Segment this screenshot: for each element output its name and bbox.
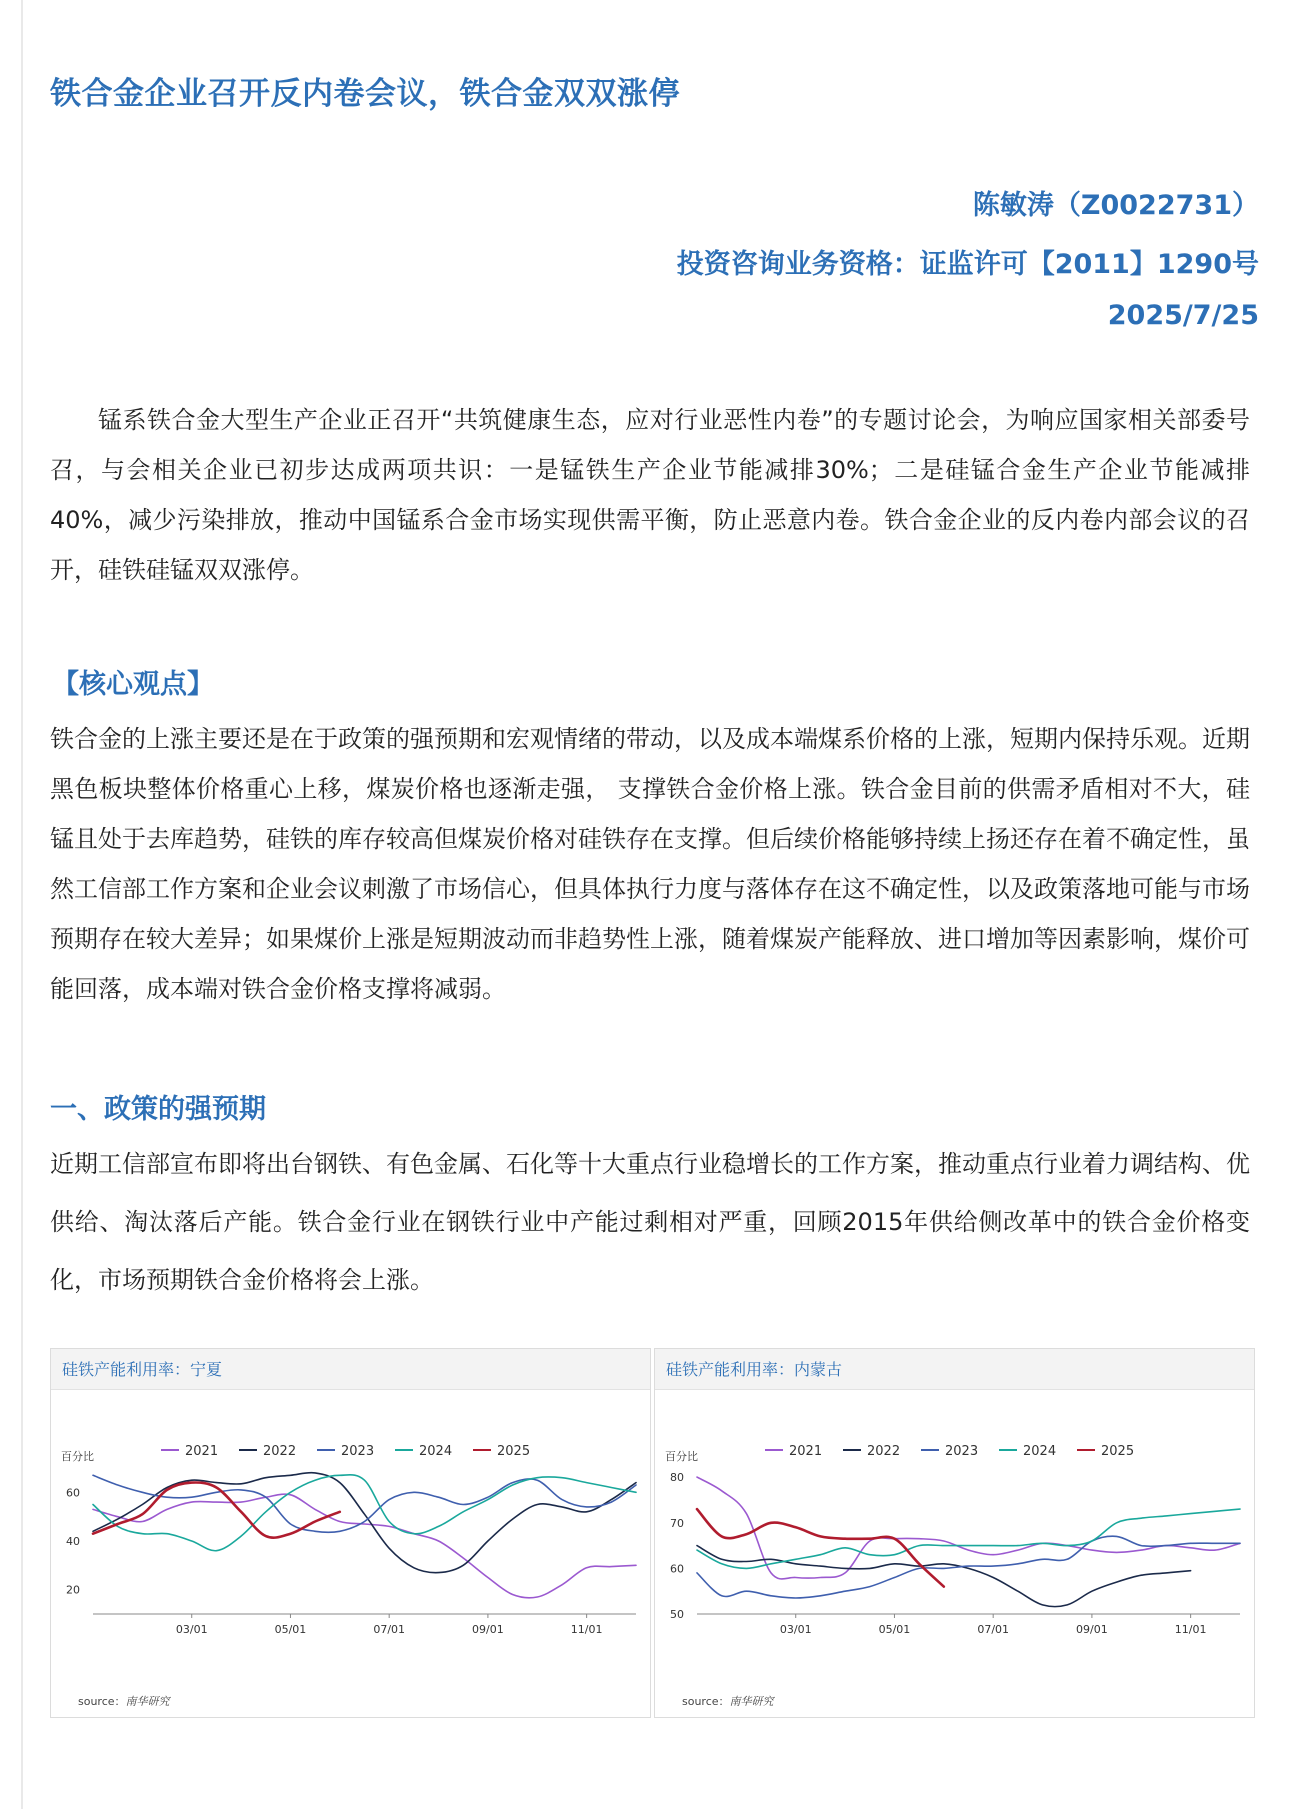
y-axis-unit: 百分比	[61, 1450, 94, 1463]
x-tick-label: 05/01	[878, 1623, 911, 1636]
y-tick-label: 20	[66, 1583, 80, 1597]
report-date: 2025/7/25	[1107, 300, 1259, 331]
page-margin-line	[21, 0, 23, 1809]
legend-label-2022: 2022	[867, 1444, 901, 1459]
y-tick-label: 60	[66, 1486, 80, 1500]
x-tick-label: 07/01	[977, 1623, 1010, 1636]
core-view-heading: 【核心观点】	[52, 669, 214, 700]
x-tick-label: 09/01	[472, 1623, 504, 1636]
y-tick-label: 40	[66, 1535, 80, 1548]
x-tick-label: 03/01	[779, 1623, 812, 1636]
author-line: 陈敏涛（Z0022731）	[972, 190, 1259, 221]
intro-paragraph: 锰系铁合金大型生产企业正召开“共筑健康生态，应对行业恶性内卷”的专题讨论会，为响应国家相关部委号召，与会相关企业已初步达成两项共识：一是锰铁生产企业节能减排30%；二是硅锰合金生产企业节能减排40%，减少污染排放，推动中国锰系合金市场实现供需平衡，防止恶意内卷。铁合金企业的反内卷内部会议的召开，硅铁硅锰双双涨停。	[50, 406, 1250, 584]
chart-ningxia	[51, 1390, 650, 1677]
x-tick-label: 11/01	[1174, 1623, 1207, 1636]
series-line-2025	[93, 1482, 340, 1537]
x-tick-label: 03/01	[175, 1623, 208, 1636]
source-label: source：	[78, 1695, 126, 1708]
report-title: 铁合金企业召开反内卷会议，铁合金双双涨停	[50, 76, 680, 112]
legend-label-2022: 2022	[263, 1444, 297, 1459]
x-tick-label: 11/01	[570, 1623, 603, 1636]
core-view-paragraph: 铁合金的上涨主要还是在于政策的强预期和宏观情绪的带动，以及成本端煤系价格的上涨，短期内保持乐观。近期黑色板块整体价格重心上移，煤炭价格也逐渐走强， 支撑铁合金价格上涨。铁合金目前的供需矛盾相对不大，硅锰且处于去库趋势，硅铁的库存较高但煤炭价格对硅铁存在支撑。但后续价格能够持续上扬还存在着不确定性，虽然工信部工作方案和企业会议刺激了市场信心，但具体执行力度与落体存在这不确定性，以及政策落地可能与市场预期存在较大差异；如果煤价上涨是短期波动而非趋势性上涨，随着煤炭产能释放、进口增加等因素影响，煤价可能回落，成本端对铁合金价格支撑将减弱。	[50, 725, 1250, 1003]
y-tick-label: 60	[670, 1562, 684, 1576]
series-line-2022	[697, 1546, 1191, 1607]
legend-label-2025: 2025	[1101, 1444, 1135, 1459]
chart-title: 硅铁产能利用率：宁夏	[51, 1349, 650, 1390]
chart-card-ningxia	[50, 1348, 651, 1718]
source-name: 南华研究	[729, 1695, 774, 1708]
legend-label-2023: 2023	[945, 1444, 979, 1459]
chart-neimenggu	[655, 1390, 1254, 1677]
legend-label-2021: 2021	[185, 1444, 219, 1459]
x-tick-label: 07/01	[373, 1623, 406, 1636]
series-line-2022	[93, 1473, 636, 1573]
series-line-2025	[697, 1509, 944, 1587]
series-line-2021	[697, 1477, 1240, 1579]
section1-heading: 一、政策的强预期	[50, 1094, 266, 1125]
source-label: source：	[682, 1695, 730, 1708]
y-tick-label: 50	[670, 1608, 684, 1621]
legend-label-2024: 2024	[419, 1444, 453, 1459]
y-tick-label: 70	[670, 1516, 684, 1530]
x-tick-label: 05/01	[274, 1623, 307, 1636]
legend-label-2025: 2025	[497, 1444, 531, 1459]
y-axis-unit: 百分比	[665, 1450, 698, 1463]
chart-title: 硅铁产能利用率：内蒙古	[655, 1349, 1254, 1390]
legend-label-2023: 2023	[341, 1444, 375, 1459]
qualification-line: 投资咨询业务资格：证监许可【2011】1290号	[676, 249, 1259, 280]
legend-label-2024: 2024	[1023, 1444, 1057, 1459]
y-tick-label: 80	[670, 1471, 684, 1485]
source-name: 南华研究	[125, 1695, 170, 1708]
chart-card-neimenggu	[654, 1348, 1255, 1718]
section1-paragraph: 近期工信部宣布即将出台钢铁、有色金属、石化等十大重点行业稳增长的工作方案，推动重点行业着力调结构、优供给、淘汰落后产能。铁合金行业在钢铁行业中产能过剩相对严重，回顾2015年供给侧改革中的铁合金价格变化，市场预期铁合金价格将会上涨。	[50, 1150, 1250, 1294]
chart-source	[78, 1693, 170, 1709]
series-line-2021	[93, 1494, 636, 1598]
chart-source	[682, 1693, 774, 1709]
legend-label-2021: 2021	[789, 1444, 823, 1459]
x-tick-label: 09/01	[1076, 1623, 1108, 1636]
